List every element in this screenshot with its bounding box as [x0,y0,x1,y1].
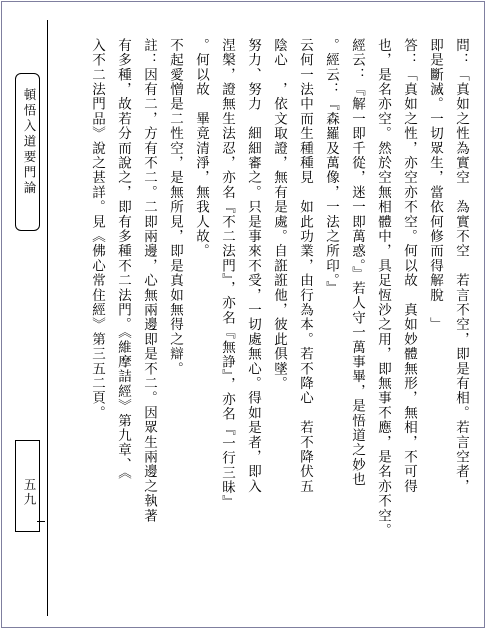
text-column-15: 入不二法門品》說之甚詳。見《佛心常住經》第三五二頁。 [89,38,105,421]
text-column-10: 涅槃，證無生法忍，亦名『不二法門』，亦名『無諍』，亦名『一行三昧』 [219,38,235,510]
text-column-13: 註：因有二，方有不二。二即兩邊，心無兩邊即是不二。因眾生兩邊之執著 [141,38,157,524]
text-column-5: 經云：『解一即千從，迷一即萬惑。』若人守一萬事畢，是悟道之妙也 [349,38,365,487]
text-column-14: 有多種，故若分而說之，即有多種不二法門。《維摩詰經》第九章、《 [115,38,131,481]
text-column-1: 問：「真如之性為實空 為實不空 若言不空，即是有相。若言空者， [453,38,469,494]
text-column-2: 即是斷滅。一切眾生，當依何修而得解脫 」 [427,38,443,332]
text-column-3: 答：「真如之性，亦空亦不空。何以故 真如妙體無形，無相，不可得 [401,38,417,494]
page-number-tick [37,521,45,522]
book-title: 頓悟入道要門論 [22,88,37,197]
text-column-12: 不起愛憎是二性空，是無所見，即是真如無得之辯。 [167,38,183,377]
text-column-11: 。何以故 畢竟清淨，無我人故。 [193,38,209,259]
text-column-8: 陰心 ，依文取證，無有是處。自誑誑他，彼此俱墜。 [271,38,287,391]
text-column-7: 云何一法中而生種種見 如此功業，由行為本。若不降心 若不降伏五 [297,38,313,494]
text-column-4: 也，是名亦空。然於空無相體中，具足恆沙之用，即無事不應，是名亦不空。 [375,38,391,538]
page-number: 五九 [22,478,37,507]
text-column-6: 。經云：『森羅及萬像，一法之所印。』 [323,38,339,296]
margin-rule [47,20,48,616]
text-column-9: 努力、努力 細細審之。只是事來不受，一切處無心。得如是者，即入 [245,38,261,494]
